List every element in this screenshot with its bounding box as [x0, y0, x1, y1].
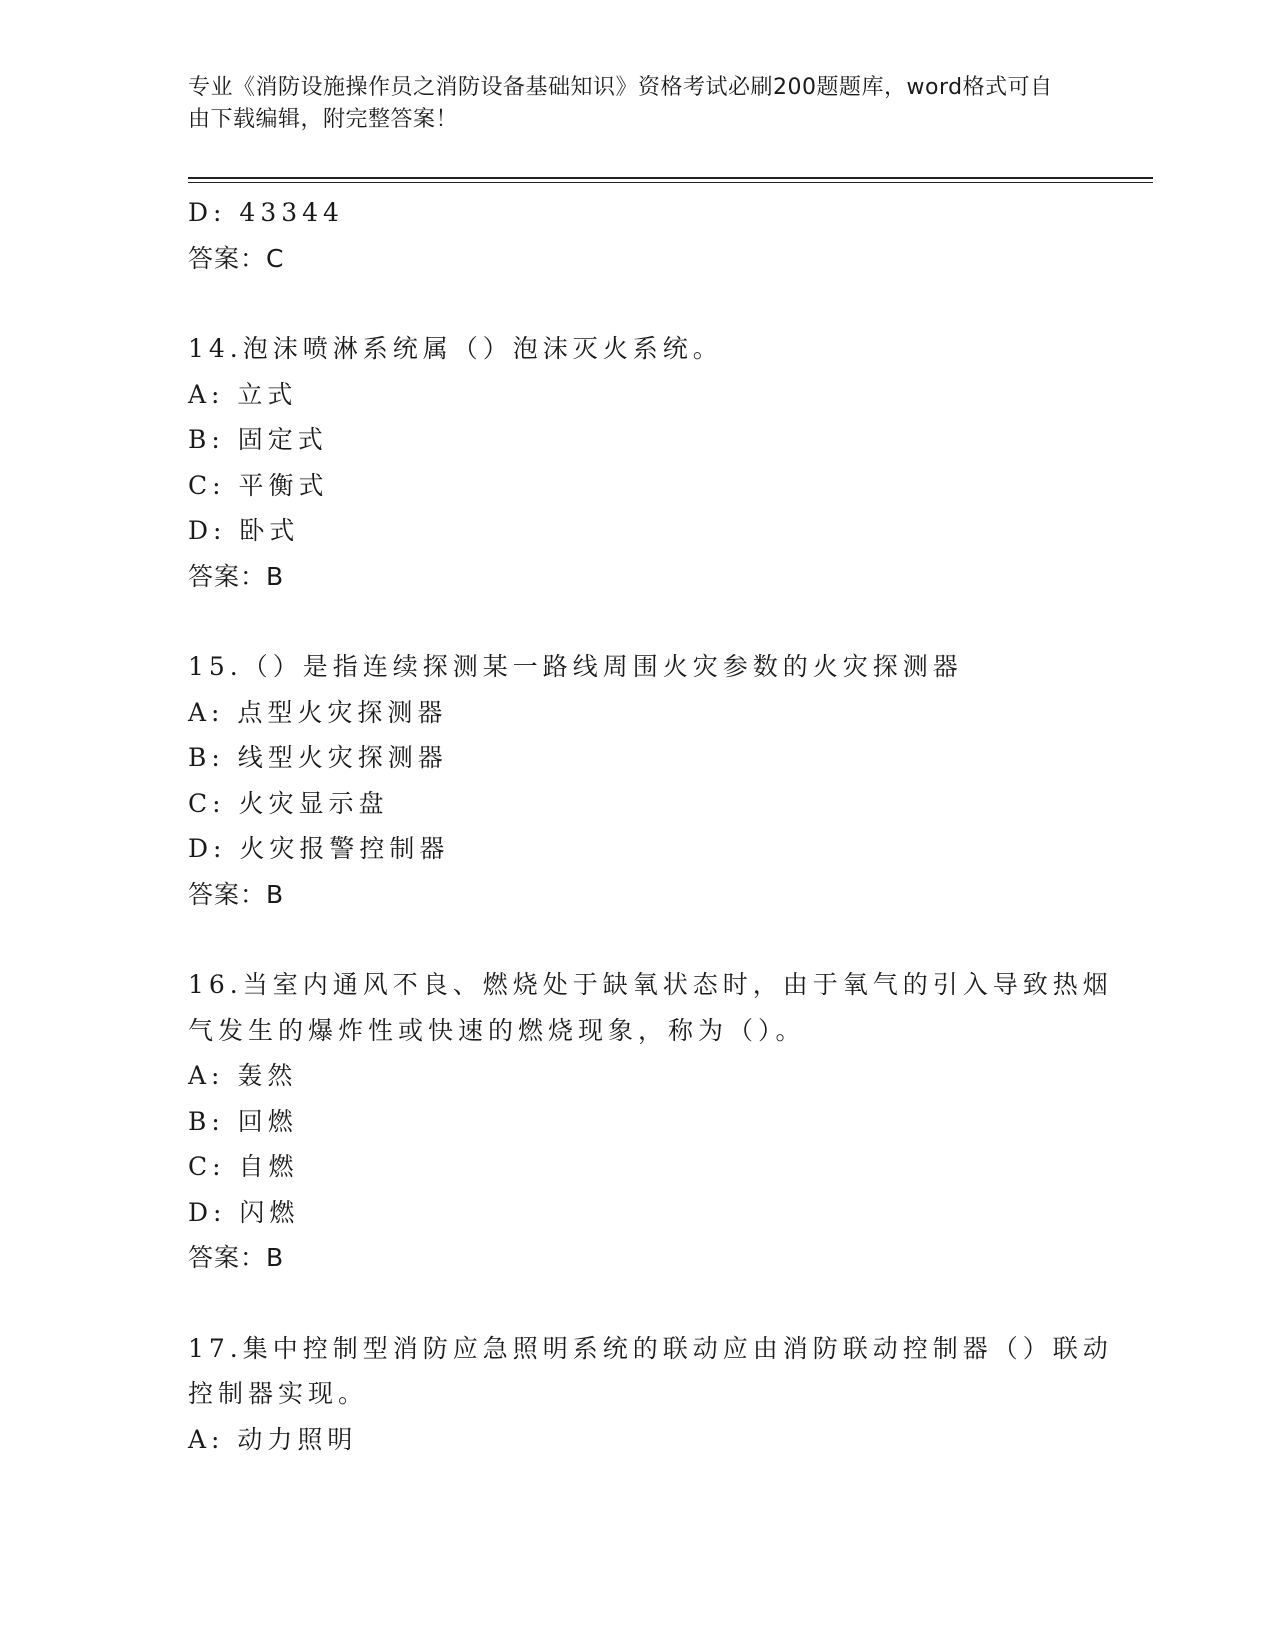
option-d: D: 卧式 — [188, 516, 300, 545]
question-15 — [188, 644, 1088, 917]
question-stem: 15.（）是指连续探测某一路线周围火灾参数的火灾探测器 — [188, 652, 963, 681]
option-a: A: 点型火灾探测器 — [188, 697, 448, 727]
option-b: B: 回燃 — [188, 1106, 298, 1136]
answer-line: 答案：B — [188, 879, 285, 909]
option-a: A: 立式 — [188, 379, 298, 409]
answer-line: 答案：B — [188, 561, 285, 591]
option-c: C: 自燃 — [188, 1152, 299, 1181]
option-b: B: 线型火灾探测器 — [188, 743, 448, 772]
answer-line: 答案：C — [188, 243, 285, 273]
question-stem-line-2: 控制器实现。 — [188, 1379, 369, 1408]
question-stem-line-1: 16.当室内通风不良、燃烧处于缺氧状态时，由于氧气的引入导致热烟 — [188, 970, 1113, 999]
question-stem-line-2: 气发生的爆炸性或快速的燃烧现象，称为（）。 — [188, 1015, 806, 1045]
option-c: C: 平衡式 — [188, 470, 329, 500]
option-d: D: 43344 — [188, 198, 344, 227]
option-d: D: 火灾报警控制器 — [188, 834, 450, 863]
option-d: D: 闪燃 — [188, 1197, 300, 1227]
question-list — [188, 190, 1113, 1462]
question-17 — [188, 1326, 1113, 1463]
header-divider-thick — [188, 177, 1153, 179]
answer-line: 答案：B — [188, 1243, 285, 1272]
option-a: A: 轰然 — [188, 1061, 298, 1090]
question-14 — [188, 326, 1088, 599]
question-stem: 14.泡沫喷淋系统属（）泡沫灭火系统。 — [188, 334, 723, 363]
question-stem-line-1: 17.集中控制型消防应急照明系统的联动应由消防联动控制器（）联动 — [188, 1333, 1113, 1363]
question-16 — [188, 962, 1113, 1281]
option-c: C: 火灾显示盘 — [188, 788, 389, 818]
document-header: 专业《消防设施操作员之消防设备基础知识》资格考试必刷200题题库，word格式可自由下载编辑，附完整答案！ — [188, 75, 1053, 132]
option-a: A: 动力照明 — [188, 1424, 358, 1454]
header-divider-thin — [188, 182, 1153, 183]
option-b: B: 固定式 — [188, 425, 328, 454]
